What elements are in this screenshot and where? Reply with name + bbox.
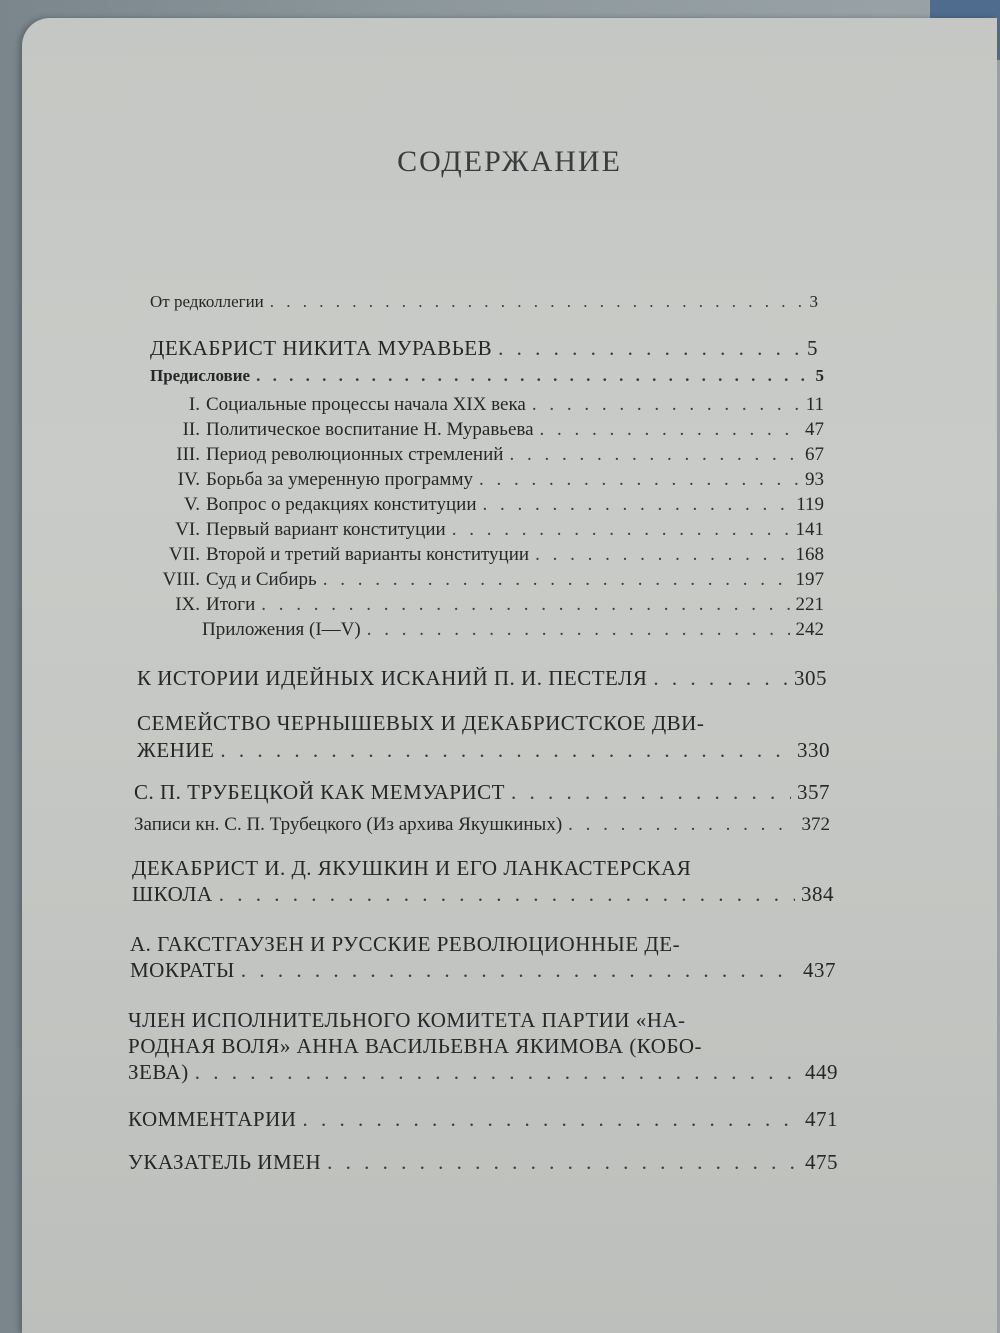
toc-entry-trubetskoy (134, 780, 830, 805)
toc-entry-muravyov (150, 336, 818, 361)
dot-leader (479, 469, 799, 491)
dot-leader (220, 738, 791, 763)
toc-entry-chapter-9 (154, 594, 824, 616)
toc-page: 67 (805, 444, 824, 465)
toc-label: Вопрос о редакциях конституции (206, 494, 477, 515)
toc-entry-editorial (150, 292, 818, 312)
toc-page: 11 (805, 394, 824, 415)
toc-entry-yakimova-line1: ЧЛЕН ИСПОЛНИТЕЛЬНОГО КОМИТЕТА ПАРТИИ «НА- (128, 1008, 686, 1032)
toc-entry-trubetskoy-notes (134, 814, 830, 836)
toc-entry-yakimova-line2: РОДНАЯ ВОЛЯ» АННА ВАСИЛЬЕВНА ЯКИМОВА (КОБО- (128, 1034, 703, 1058)
toc-entry-chapter-4 (154, 469, 824, 491)
toc-label: Приложения (I—V) (202, 619, 361, 640)
dot-leader (270, 292, 804, 312)
toc-label: КОММЕНТАРИИ (128, 1107, 297, 1131)
dot-leader (261, 594, 789, 616)
dot-leader (511, 780, 791, 805)
dot-leader (302, 1107, 799, 1132)
toc-entry-preface (150, 366, 824, 386)
toc-entry-index (128, 1150, 838, 1175)
toc-label: УКАЗАТЕЛЬ ИМЕН (128, 1150, 322, 1174)
chapter-number: IX. (175, 594, 200, 615)
toc-label: Период революционных стремлений (206, 444, 504, 465)
toc-label: Борьба за умеренную программу (206, 469, 473, 490)
toc-label: ШКОЛА (132, 882, 213, 906)
toc-label: ДЕКАБРИСТ НИКИТА МУРАВЬЕВ (150, 336, 493, 360)
toc-entry-chapter-3 (154, 444, 824, 466)
toc-page: 47 (805, 419, 824, 440)
chapter-number: VI. (175, 519, 200, 540)
dot-leader (219, 882, 795, 907)
chapter-number: V. (183, 494, 200, 515)
toc-entry-chapter-8 (154, 569, 824, 591)
chapter-number: VIII. (162, 569, 200, 590)
toc-label: Записи кн. С. П. Трубецкого (Из архива Якушкиных) (134, 814, 563, 835)
toc-entry-haxthausen (130, 958, 836, 983)
toc-label: К ИСТОРИИ ИДЕЙНЫХ ИСКАНИЙ П. И. ПЕСТЕЛЯ (137, 666, 648, 690)
toc-entry-yakushkin (132, 882, 834, 907)
toc-entry-yakushkin-line1: ДЕКАБРИСТ И. Д. ЯКУШКИН И ЕГО ЛАНКАСТЕРСКАЯ (132, 856, 692, 880)
toc-entry-chapter-6 (154, 519, 824, 541)
toc-entry-haxthausen-line1: А. ГАКСТГАУЗЕН И РУССКИЕ РЕВОЛЮЦИОННЫЕ ДЕ- (130, 932, 681, 956)
chapter-number: III. (176, 444, 200, 465)
toc-page: 305 (794, 666, 827, 690)
toc-page: 242 (795, 619, 824, 640)
chapter-number: IV. (177, 469, 200, 490)
toc-page: 330 (797, 738, 830, 762)
toc-label: От редколлегии (150, 292, 264, 311)
toc-label: С. П. ТРУБЕЦКОЙ КАК МЕМУАРИСТ (134, 780, 505, 804)
toc-page: 475 (805, 1150, 838, 1174)
dot-leader (256, 366, 809, 386)
dot-leader (241, 958, 797, 983)
chapter-number: VII. (168, 544, 200, 565)
toc-page: 141 (795, 519, 824, 540)
dot-leader (482, 494, 790, 516)
toc-entry-appendix (202, 619, 824, 641)
toc-page: 93 (805, 469, 824, 490)
dot-leader (323, 569, 790, 591)
toc-entry-chapter-1 (154, 394, 824, 416)
toc-page: 437 (803, 958, 836, 982)
dot-leader (653, 666, 788, 691)
toc-label: ЖЕНИЕ (137, 738, 215, 762)
chapter-number: I. (188, 394, 200, 415)
toc-entry-chapter-2 (154, 419, 824, 441)
toc-label: Итоги (206, 594, 256, 615)
toc-page: 5 (807, 336, 818, 360)
page-title: СОДЕРЖАНИЕ (397, 145, 622, 178)
toc-label: Социальные процессы начала XIX века (206, 394, 526, 415)
toc-label: Политическое воспитание Н. Муравьева (206, 419, 534, 440)
toc-entry-chernyshev-line1: СЕМЕЙСТВО ЧЕРНЫШЕВЫХ И ДЕКАБРИСТСКОЕ ДВИ- (137, 711, 705, 735)
toc-label: Предисловие (150, 366, 251, 385)
dot-leader (452, 519, 790, 541)
toc-page: 449 (805, 1060, 838, 1084)
chapter-number: II. (182, 419, 200, 440)
toc-label: ЗЕВА) (128, 1060, 189, 1084)
dot-leader (532, 394, 800, 416)
toc-page: 221 (795, 594, 824, 615)
toc-page: 384 (801, 882, 834, 906)
toc-label: Суд и Сибирь (206, 569, 317, 590)
toc-label: МОКРАТЫ (130, 958, 235, 982)
toc-entry-pestel (137, 666, 827, 691)
dot-leader (540, 419, 799, 441)
dot-leader (535, 544, 789, 566)
dot-leader (509, 444, 799, 466)
toc-page: 197 (795, 569, 824, 590)
dot-leader (327, 1150, 799, 1175)
toc-entry-chapter-7 (154, 544, 824, 566)
dot-leader (568, 814, 795, 836)
dot-leader (367, 619, 790, 641)
toc-label: Первый вариант конституции (206, 519, 446, 540)
toc-entry-chernyshev (137, 738, 830, 763)
dot-leader (498, 336, 801, 361)
toc-page: 357 (797, 780, 830, 804)
toc-page: 119 (796, 494, 824, 515)
dot-leader (195, 1060, 799, 1085)
toc-page: 3 (809, 292, 818, 311)
toc-page: 5 (815, 366, 824, 385)
toc-entry-chapter-5 (154, 494, 824, 516)
book-page (22, 18, 997, 1333)
toc-label: Второй и третий варианты конституции (206, 544, 530, 565)
toc-page: 471 (805, 1107, 838, 1131)
toc-entry-comments (128, 1107, 838, 1132)
toc-entry-yakimova (128, 1060, 838, 1085)
toc-page: 168 (795, 544, 824, 565)
toc-page: 372 (801, 814, 830, 835)
